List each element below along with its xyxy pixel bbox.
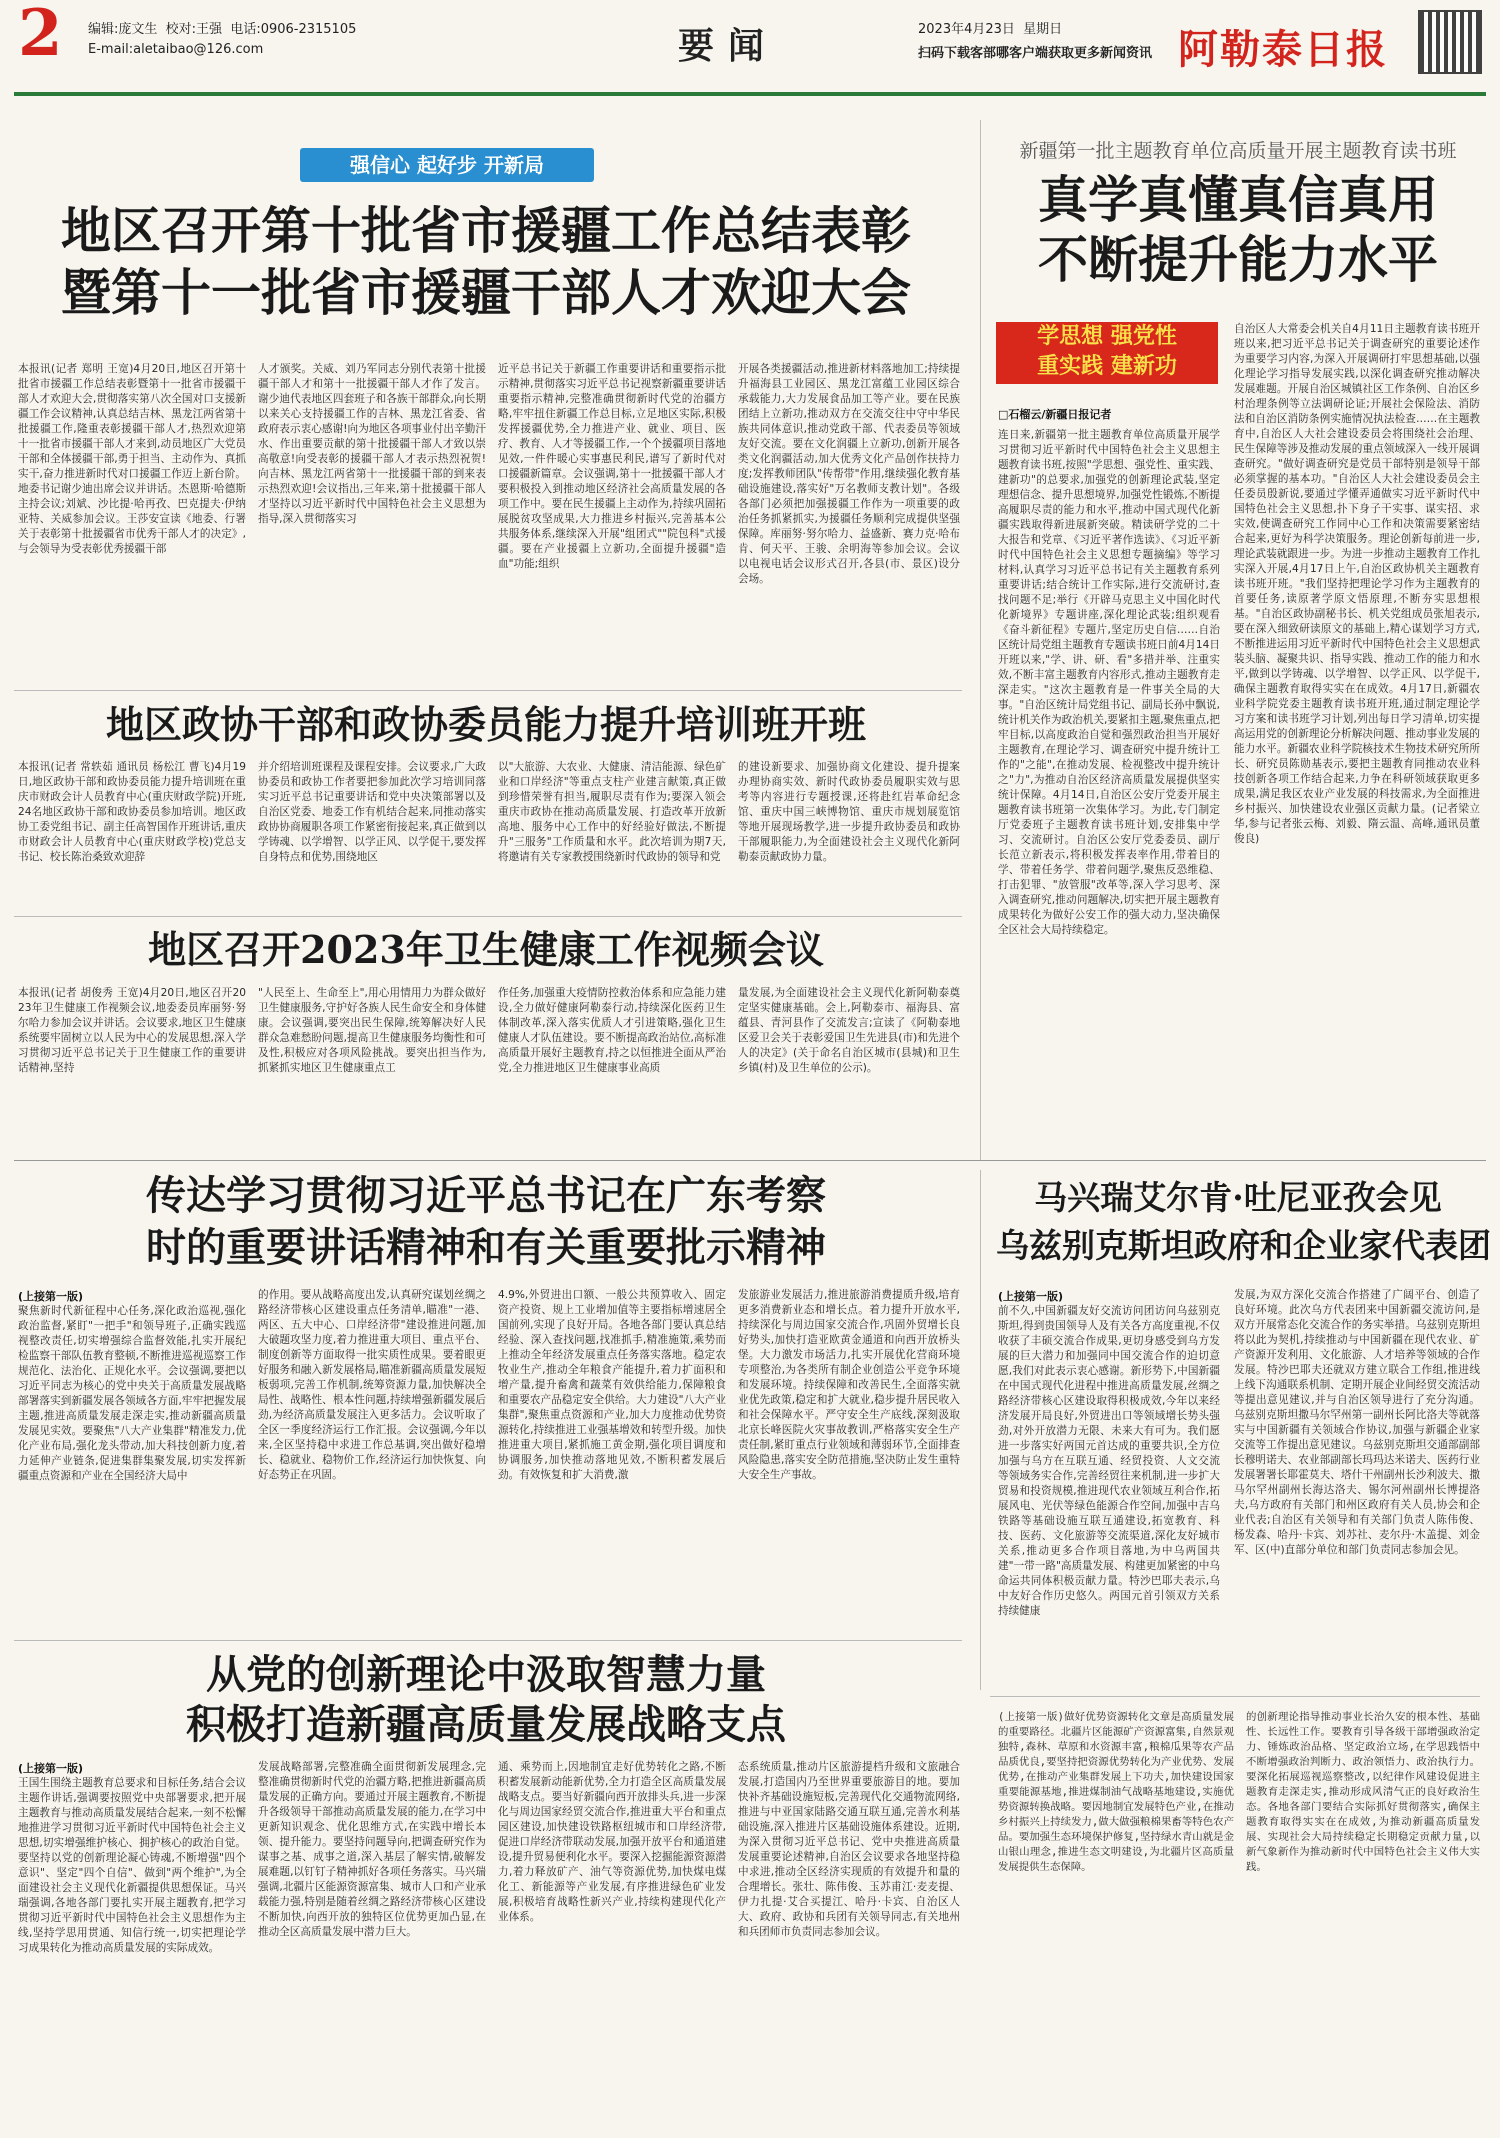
uzbek-col2: 发展,为双方深化交流合作搭建了广阔平台、创造了良好环境。此次乌方代表团来中国新疆交流访问,是双方开展常态化交流合作的务实举措。乌兹别克斯坦将以此为契机,持续推动与中国新疆在现代农业、矿产资源开发利用、文化旅游、人才培养等领域的合作发展。特沙巴耶夫还就双方建立联合工作组,推进线上线下沟通联系机制、定期开展企业间经贸交流活动等提出意见建议,并与自治区领导进行了充分沟通。乌兹别克斯坦撒马尔罕州第一副州长阿比洛夫等就落实与中国新疆有关领域合作协议,加强与新疆企业家交流等工作提出意见建议。乌兹别克斯坦交通部副部长穆明诺夫、农业部副部长玛玛达米诺夫、医药行业发展署署长耶霍莫夫、塔什干州副州长沙利波夫、撒马尔罕州副州长海达洛夫、锡尔河州副州长博提洛夫,乌方政府有关部门和州区政府有关人员,协会和企业代表;自治区有关领导和有关部门负责人陈伟俊、杨发森、哈丹·卡宾、刘苏社、麦尔丹·木盖提、刘金军、区(中)直部分单位和部门负责同志参加会见。 [1234, 1289, 1480, 1556]
divider [990, 1696, 1480, 1697]
sidebar-kicker: 新疆第一批主题教育单位高质量开展主题教育读书班 [1019, 140, 1457, 162]
continued-label: (上接第一版) [18, 1762, 84, 1775]
theory-col2: 发展战略部署,完整准确全面贯彻新发展理念,完整准确贯彻新时代党的治疆方略,把推进新疆高质量发展的正确方向。要通过开展主题教育,不断提升各级领导干部推动高质量发展的能力,在学习中更新知识观念、优化思维方式,在实践中增长本领、提升能力。要坚持问题导向,把调查研究作为谋事之基、成事之道,深入基层了解实情,破解发展难题,以钉钉子精神抓好各项任务落实。马兴瑞强调,北疆片区能源资源富集、城市人口和产业承载能力强,特别是随着丝绸之路经济带核心区建设不断加快,向西开放的独特区位优势更加凸显,在推动全区高质量发展中潜力巨大。 [258, 1761, 486, 1938]
theme-badge-line2: 重实践 建新功 [1037, 354, 1177, 379]
article3-headline: 地区召开2023年卫生健康工作视频会议 [148, 927, 824, 972]
phone: 电话:0906-2315105 [230, 22, 357, 37]
weekday: 星期日 [1023, 22, 1063, 37]
section-tag: 强信心 起好步 开新局 [300, 148, 594, 182]
date: 2023年4月23日 [918, 22, 1015, 37]
continued-label: (上接第一版) [998, 1290, 1064, 1303]
theme-badge [996, 322, 1218, 384]
sidebar-headline-line1: 真学真懂真信真用 [1038, 170, 1438, 229]
proof: 校对:王强 [165, 22, 223, 37]
section-title: 要闻 [678, 25, 779, 67]
meeting-headline-line2: 时的重要讲话精神和有关重要批示精神 [146, 1224, 826, 1271]
meeting-headline [14, 1170, 958, 1274]
article2-col4: 的建设新要求、加强协商文化建设、提升提案办理协商实效、新时代政协委员履职实效与思考等内容进行专题授课,还将赴红岩革命纪念馆、重庆中国三峡博物馆、重庆市规划展览馆等地开展现场教学,进一步提升政协委员和政协干部履职能力,为全面建设社会主义现代化新阿勒泰贡献政协力量。 [738, 761, 960, 863]
theory-headline-line1: 从党的创新理论中汲取智慧力量 [206, 1651, 766, 1698]
sidebar-headline [996, 170, 1480, 290]
article1-col2: 人才颁奖。关威、刘乃军同志分别代表第十批援疆干部人才和第十一批援疆干部人才作了发言。谢少迪代表地区四套班子和各族干部群众,向长期以来关心支持援疆工作的吉林、黑龙江省委、省政府表示衷心感谢!向为地区各项事业付出辛勤汗水、作出重要贡献的第十批援疆干部人才致以崇高敬意!向受表彰的援疆干部人才表示热烈祝贺!向吉林、黑龙江两省第十一批援疆干部的到来表示热烈欢迎!会议指出,三年来,第十批援疆干部人才坚持以习近平新时代中国特色社会主义思想为指导,深入贯彻落实习 [258, 363, 486, 525]
article2-col1: 本报讯(记者 常轶茹 通讯员 杨松江 曹飞)4月19日,地区政协干部和政协委员能力提升培训班在重庆市财政会计人员教育中心(重庆财政学院)开班,24名地区政协干部和政协委员参加培训。地区政协工委党组书记、副主任高智国作开班讲话,重庆市财政会计人员教育中心(重庆财政学校)党总支书记、校长陈治桑致欢迎辞 [18, 761, 246, 863]
theory-col5: (上接第一版)做好优势资源转化文章是高质量发展的重要路径。北疆片区能源矿产资源富集,自然景观独特,森林、草原和水资源丰富,粮棉瓜果等农产品品质优良,要坚持把资源优势转化为产业优势、发展优势,在推动产业集群发展上下功夫,加快建设国家重要能源基地,推进煤制油气战略基地建设,实施优势资源转换战略。要因地制宜发展特色产业,在推动乡村振兴上持续发力,做大做强粮棉果畜等特色农产品。要加强生态环境保护修复,坚持绿水青山就是金山银山理念,推进生态文明建设,为北疆片区高质量发展提供生态保障。 [998, 1711, 1234, 1873]
header-rule [14, 92, 1486, 96]
article3-col1: 本报讯(记者 胡俊秀 王宽)4月20日,地区召开2023年卫生健康工作视频会议,地委委员库丽努·努尔哈力参加会议并讲话。会议要求,地区卫生健康系统要牢固树立以人民为中心的发展思想,深入学习贯彻习近平总书记关于卫生健康工作的重要讲话精神,坚持 [18, 987, 246, 1074]
meeting-col3: 4.9%,外贸进出口额、一般公共预算收入、固定资产投资、规上工业增加值等主要指标增速居全国前列,实现了良好开局。各地各部门要认真总结经验、深入查找问题,找准抓手,精准施策,乘势而上推动全年经济发展重点任务落实落地。稳定农牧业生产,推动全年粮食产能提升,着力扩面积和增产量,提升畜禽和蔬菜有效供给能力,保障粮食和重要农产品稳定安全供给。大力建设"八大产业集群",聚焦重点资源和产业,加大力度推动优势资源转化,持续推进工业强基增效和转型升级。加快推进重大项目,紧抓施工黄金期,强化项目调度和协调服务,加快推动落地见效,不断积蓄发展后劲。有效恢复和扩大消费,激 [498, 1289, 726, 1481]
editor: 编辑:庞文生 [88, 22, 158, 37]
theory-col3: 通、乘势而上,因地制宜走好优势转化之路,不断积蓄发展新动能新优势,全力打造全区高质量发展战略支点。要当好新疆向西开放排头兵,进一步深化与周边国家经贸交流合作,推进重大平台和重点园区建设,加快建设铁路枢纽城市和口岸经济带,促进口岸经济带联动发展,加强开放平台和通道建设,提升贸易便利化水平。要深入挖掘能源资源潜力,着力释放矿产、油气等资源优势,加快煤电煤化工、新能源等产业发展,有序推进绿色矿业发展,积极培育战略性新兴产业,持续构建现代化产业体系。 [498, 1761, 726, 1923]
newspaper-logo: 阿勒泰日报 [1178, 26, 1388, 73]
article3-col3: 作任务,加强重大疫情防控救治体系和应急能力建设,全力做好健康阿勒泰行动,持续深化医药卫生体制改革,深入落实优质人才引进策略,强化卫生健康人才队伍建设。要不断提高政治站位,高标准高质量开展好主题教育,持之以恒推进全面从严治党,全力推进地区卫生健康事业高质 [498, 987, 726, 1074]
article2-col2: 并介绍培训班课程及课程安排。会议要求,广大政协委员和政协工作者要把参加此次学习培训同落实习近平总书记重要讲话和党中央决策部署以及自治区党委、地委工作有机结合起来,同推动落实政协协商履职各项工作紧密衔接起来,真正做到以学铸魂、以学增智、以学正风、以学促干,要发挥自身特点和优势,围绕地区 [258, 761, 486, 863]
article2-headline: 地区政协干部和政协委员能力提升培训班开班 [105, 702, 866, 747]
meeting-headline-line1: 传达学习贯彻习近平总书记在广东考察 [146, 1172, 826, 1219]
article1-headline [14, 200, 958, 324]
article1-headline-line1: 地区召开第十批省市援疆工作总结表彰 [61, 201, 911, 260]
page-number: 2 [18, 0, 63, 71]
article3-col4: 量发展,为全面建设社会主义现代化新阿勒泰奠定坚实健康基础。会上,阿勒泰市、福海县、富蕴县、青河县作了交流发言;宣读了《阿勒泰地区爱卫会关于表彰爱国卫生先进县(市)和先进个人的决定》(关于命名自治区城市(县城)和卫生乡镇(村)及卫生单位的公示)。 [738, 987, 960, 1074]
sidebar-col1: 连日来,新疆第一批主题教育单位高质量开展学习贯彻习近平新时代中国特色社会主义思想主题教育读书班,按照"学思想、强党性、重实践、建新功"的总要求,加强党的创新理论武装,坚定理想信念、提升思想境界,加强党性锻炼,不断提高履职尽责的能力和水平,推动中国式现代化新疆实践取得新进展新突破。精读研学党的二十大报告和党章、《习近平著作选读》、《习近平新时代中国特色社会主义思想专题摘编》等学习材料,认真学习习近平总书记有关主题教育系列重要讲话;结合统计工作实际,进行交流研讨,查找问题不足;举行《开辟马克思主义中国化时代化新境界》专题讲座,深化理论武装;组织观看《奋斗新征程》专题片,坚定历史自信……自治区统计局党组主题教育专题读书班日前4月14日开班以来,"学、讲、研、看"多措并举、注重实效,不断丰富主题教育内容形式,推动主题教育走深走实。"这次主题教育是一件事关全局的大事。"自治区统计局党组书记、副局长孙中飘说,统计机关作为政治机关,要紧扣主题,聚焦重点,把牢目标,以高度政治自觉和强烈政治担当开展好主题教育,在理论学习、调查研究中提升统计工作的"之能",在推动发展、检视整改中提升统计之"力",为推动自治区经济高质量发展提供坚实统计保障。4月14日,自治区公安厅党委开展主题教育读书班第一次集体学习。为此,专门制定厅党委班子主题教育读书班计划,安排集中学习、交流研讨。自治区公安厅党委委员、副厅长范立新表示,将积极发挥表率作用,带着目的学、带着任务学、带着问题学,聚焦反恐维稳、打击犯罪、"放管服"改革等,深入学习思考、深入调查研究,推动问题解决,切实把开展主题教育成果转化为做好公安工作的强大动力,坚决确保全区社会大局持续稳定。 [998, 429, 1220, 936]
meeting-col2: 的作用。要从战略高度出发,认真研究谋划丝绸之路经济带核心区建设重点任务清单,瞄准"一港、两区、五大中心、口岸经济带"建设推进问题,加大破题攻坚力度,着力推进重大项目、重点平台、制度创新等方面取得一批实质性成果。要着眼更好服务和融入新发展格局,瞄准新疆高质量发展短板弱项,完善工作机制,统筹资源力量,加快解决全局性、战略性、根本性问题,持续增强新疆发展后劲,为经济高质量发展注入更多活力。会议听取了全区一季度经济运行工作汇报。会议强调,今年以来,全区坚持稳中求进工作总基调,突出做好稳增长、稳就业、稳物价工作,经济运行加快恢复、向好态势正在巩固。 [258, 1289, 486, 1481]
theory-col6: 的创新理论指导推动事业长治久安的根本性、基础性、长远性工作。要教育引导各级干部增强政治定力、锤炼政治品格、坚定政治立场,在学思践悟中不断增强政治判断力、政治领悟力、政治执行力。要深化拓展巡视巡察整改,以纪律作风建设促进主题教育走深走实,推动形成风清气正的良好政治生态。各地各部门要结合实际抓好贯彻落实,确保主题教育取得实实在在成效,为推动新疆高质量发展、实现社会大局持续稳定长期稳定贡献力量,以新气象新作为推动新时代中国特色社会主义伟大实践。 [1246, 1711, 1480, 1873]
article2-col3: 以"大旅游、大农业、大健康、清洁能源、绿色矿业和口岸经济"等重点支柱产业建言献策,真正做到珍惜荣誉有担当,履职尽责有作为;要深入领会重庆市政协在推动高质量发展、打造改革开放新高地、服务中心工作中的好经验好做法,不断提升"三服务"工作质量和水平。此次培训为期7天,将邀请有关专家教授围绕新时代政协的领导和党 [498, 761, 726, 863]
divider [14, 1160, 1486, 1161]
uzbek-col1: 前不久,中国新疆友好交流访问团访问乌兹别克斯坦,得到贵国领导人及有关各方高度重视,不仅收获了丰硕交流合作成果,更切身感受到乌方发展的巨大潜力和加强同中国交流合作的迫切意愿,我们对此表示衷心感谢。新形势下,中国新疆在中国式现代化进程中推进高质量发展,丝绸之路经济带核心区建设取得积极成效,今年以来经济发展开局良好,外贸进出口等领域增长势头强劲,对外开放潜力无限、未来大有可为。我们愿进一步落实好两国元首达成的重要共识,全方位加强与乌方在互联互通、经贸投资、人文交流等领域务实合作,完善经贸往来机制,进一步扩大贸易和投资规模,推进现代农业领域互利合作,拓展风电、光伏等绿色能源合作空间,加强中吉乌铁路等基础设施互联互通建设,拓宽教育、科技、医药、文化旅游等交流渠道,深化友好城市关系,推动更多合作项目落地,为中乌两国共建"一带一路"高质量发展、构建更加紧密的中乌命运共同体积极贡献力量。特沙巴耶夫表示,乌中友好合作历史悠久。两国元首引领双方关系持续健康 [998, 1305, 1220, 1617]
email: E-mail:aletaibao@126.com [88, 42, 264, 57]
meeting-col4: 发旅游业发展活力,推进旅游消费提质升级,培育更多消费新业态和增长点。着力提升开放水平,持续深化与周边国家交流合作,巩固外贸增长良好势头,加快打造亚欧黄金通道和向西开放桥头堡。大力激发市场活力,扎实开展优化营商环境专项整治,为各类所有制企业创造公平竞争环境和发展环境。持续保障和改善民生,全面落实就业优先政策,稳定和扩大就业,稳步提升居民收入和社会保障水平。严守安全生产底线,深刻汲取北京长峰医院火灾事故教训,严格落实安全生产责任制,紧盯重点行业领域和薄弱环节,全面排查风险隐患,落实安全防范措施,坚决防止发生重特大安全生产事故。 [738, 1289, 960, 1481]
article3-col2: "人民至上、生命至上",用心用情用力为群众做好卫生健康服务,守护好各族人民生命安全和身体健康。会议强调,要突出民生保障,统筹解决好人民群众急难愁盼问题,提高卫生健康服务均衡性和可及性,积极应对各项风险挑战。要突出担当作为,抓紧抓实地区卫生健康重点工 [258, 987, 486, 1074]
divider [14, 1640, 962, 1641]
theory-headline-line2: 积极打造新疆高质量发展战略支点 [186, 1701, 786, 1748]
theme-badge-line1: 学思想 强党性 [1037, 324, 1177, 349]
theory-col1: 王国生围绕主题教育总要求和目标任务,结合会议主题作讲话,强调要按照党中央部署要求,把开展主题教育与推动高质量发展结合起来,一刻不松懈地推进学习贯彻习近平新时代中国特色社会主义思想,切实增强维护核心、拥护核心的政治自觉。要坚持以党的创新理论凝心铸魂,不断增强"四个意识"、坚定"四个自信"、做到"两个维护",为全面建设社会主义现代化新疆提供思想保证。马兴瑞强调,各地各部门要扎实开展主题教育,把学习贯彻习近平新时代中国特色社会主义思想作为主线,坚持学思用贯通、知信行统一,切实把理论学习成果转化为推动高质量发展的实际成效。 [18, 1777, 246, 1954]
article1-col3: 近平总书记关于新疆工作重要讲话和重要指示批示精神,贯彻落实习近平总书记视察新疆重要讲话重要指示精神,完整准确贯彻新时代党的治疆方略,牢牢扭住新疆工作总目标,立足地区实际,积极发挥援疆优势,全力推进产业、就业、项目、医疗、教育、人才等援疆工作,一个个援疆项目落地见效,一件件暖心实事惠民利民,谱写了新时代对口援疆新篇章。会议强调,第十一批援疆干部人才要积极投入到推动地区经济社会高质量发展的各项工作中。要在民生援疆上主动作为,持续巩固拓展脱贫攻坚成果,大力推进乡村振兴,完善基本公共服务体系,继续深入开展"组团式""院包科"式援疆。要在产业援疆上立新功,全面提升援疆"造血"功能;组织 [498, 363, 726, 570]
meeting-uzbek-headline-line1: 马兴瑞艾尔肯·吐尼亚孜会见 [1034, 1178, 1442, 1217]
continued-label: (上接第一版) [18, 1290, 84, 1303]
sidebar-headline-line2: 不断提升能力水平 [1038, 230, 1438, 289]
column-divider [980, 1170, 981, 1690]
article1-headline-line2: 暨第十一批省市援疆干部人才欢迎大会 [61, 263, 911, 322]
theory-headline [14, 1650, 958, 1750]
sidebar-byline: □石榴云/新疆日报记者 [998, 408, 1112, 421]
theory-col4: 态系统质量,推动片区旅游提档升级和文旅融合发展,打造国内乃至世界重要旅游目的地。要加快补齐基础设施短板,完善现代化交通物流网络,推进与中亚国家陆路交通互联互通,完善水利基础设施,深入推进片区基础设施体系建设。近期,为深入贯彻习近平总书记、党中央推进高质量发展重要论述精神,自治区会议要求各地坚持稳中求进,推动全区经济实现质的有效提升和量的合理增长。张壮、陈伟俊、玉苏甫江·麦麦提、伊力扎提·艾合买提江、哈丹·卡宾、自治区人大、政府、政协和兵团有关领导同志,有关地州和兵团师市负责同志参加会议。 [738, 1761, 960, 1938]
divider [14, 916, 962, 917]
scan-tip: 扫码下载客部哪客户端获取更多新闻资讯 [918, 46, 1153, 61]
article1-col4: 开展各类援疆活动,推进新材料落地加工;持续提升福海县工业园区、黑龙江富蕴工业园区综合承载能力,大力发展食品加工等产业。要在民族团结上立新功,推动双方在交流交往中守中华民族共同体意识,推动党政干部、代表委员等领域友好交流。要在文化润疆上立新功,创新开展各类文化润疆活动,加大优秀文化产品创作扶持力度;发挥教师团队"传帮带"作用,继续强化教育基础设施建设,落实好"万名教师支教计划"。各级各部门必须把加强援疆工作作为一项重要的政治任务抓紧抓实,为援疆任务顺利完成提供坚强保障。库丽努·努尔哈力、益盛新、赛力克·哈布肯、何天平、王骏、余明海等参加会议。会议以电视电话会议形式召开,各县(市、景区)设分会场。 [738, 363, 960, 585]
meeting-uzbek-headline [996, 1174, 1491, 1270]
column-divider [980, 120, 981, 1160]
article1-col1: 本报讯(记者 郑明 王宽)4月20日,地区召开第十批省市援疆工作总结表彰暨第十一批省市援疆干部人才欢迎大会,贯彻落实第八次全国对口支援新疆工作会议精神,认真总结吉林、黑龙江两省第十批援疆工作,隆重表彰援疆干部人才,热烈欢迎第十一批省市援疆干部人才来到,动员地区广大党员干部和全体援疆干部,勇于担当、主动作为、真抓实干,奋力推进新时代对口援疆工作迈上新台阶。地委书记谢少迪出席会议并讲话。杰恩斯·哈德斯主持会议;刘斌、沙比提·哈再孜、巴克提夫·伊纳亚特、关威参加会议。王莎安宣读《地委、行署关于表彰第十批援疆省市优秀干部人才的决定》,与会领导为受表彰优秀援疆干部 [18, 363, 246, 555]
meeting-uzbek-headline-line2: 乌兹别克斯坦政府和企业家代表团 [996, 1226, 1491, 1265]
sidebar-col2: 自治区人大常委会机关自4月11日主题教育读书班开班以来,把习近平总书记关于调查研究的重要论述作为重要学习内容,为深入开展调研打牢思想基础,以强化理论学习指导发展实践,以深化调查研究推动解决发展难题。开展自治区城镇社区工作条例、自治区乡村治理条例等立法调研论证;开展社会保险法、消防法和自治区消防条例实施情况执法检查……在主题教育中,自治区人大社会建设委员会将围绕社会治理、民生保障等涉及推动发展的重点领域深入一线开展调查研究。"做好调查研究是党员干部特别是领导干部必须掌握的基本功。"自治区人大社会建设委员会主任委员殷新说,要通过学懂弄通做实习近平新时代中国特色社会主义思想,扑下身子干实事、谋实招、求实效,使调查研究工作同中心工作和决策需要紧密结合起来,更好为科学决策服务。理论创新每前进一步,理论武装就跟进一步。为进一步推动主题教育工作扎实深入开展,4月17日上午,自治区政协机关主题教育读书班开班。"我们坚持把理论学习作为主题教育的首要任务,读原著学原文悟原理,不断夯实思想根基。"自治区政协副秘书长、机关党组成员张旭表示,要在深入细致研读原文的基础上,精心谋划学习方式,不断推进运用习近平新时代中国特色社会主义思想武装头脑、凝聚共识、指导实践、推动工作的能力和水平,做到以学铸魂、以学增智、以学正风、以学促干,确保主题教育取得实实在在成效。4月17日,新疆农业科学院党委主题教育读书班开班,通过制定理论学习方案和读书班学习计划,列出每日学习清单,切实提高运用党的创新理论分析解决问题、推动事业发展的能力水平。新疆农业科学院核技术生物技术研究所所长、研究员陈勋基表示,要把主题教育同推动农业科技创新各项工作结合起来,力争在科研领域获取更多成果,满足我区农业产业发展的科技需求,为全面推进乡村振兴、加快建设农业强区贡献力量。(记者梁立华,参与记者张云梅、刘毅、隋云温、高峰,通讯员董俊良) [1234, 323, 1480, 845]
meeting-col1: 聚焦新时代新征程中心任务,深化政治巡视,强化政治监督,紧盯"一把手"和领导班子,正确实践巡视整改责任,切实增强综合监督效能,扎实开展纪检监察干部队伍教育整顿,不断推进巡视巡察工作规范化、法治化、正规化水平。会议强调,要把以习近平同志为核心的党中央关于高质量发展战略部署落实到新疆发展各领域各方面,牢牢把握发展主题,推进高质量发展走深走实,推动新疆高质量发展见实效。要聚焦"八大产业集群"精准发力,优化产业布局,强化龙头带动,加大科技创新力度,着力延伸产业链条,促进集群集聚发展,切实发挥新疆重点资源和产业在全国经济大局中 [18, 1305, 246, 1482]
divider [14, 690, 962, 691]
qr-code-icon[interactable] [1418, 10, 1482, 74]
